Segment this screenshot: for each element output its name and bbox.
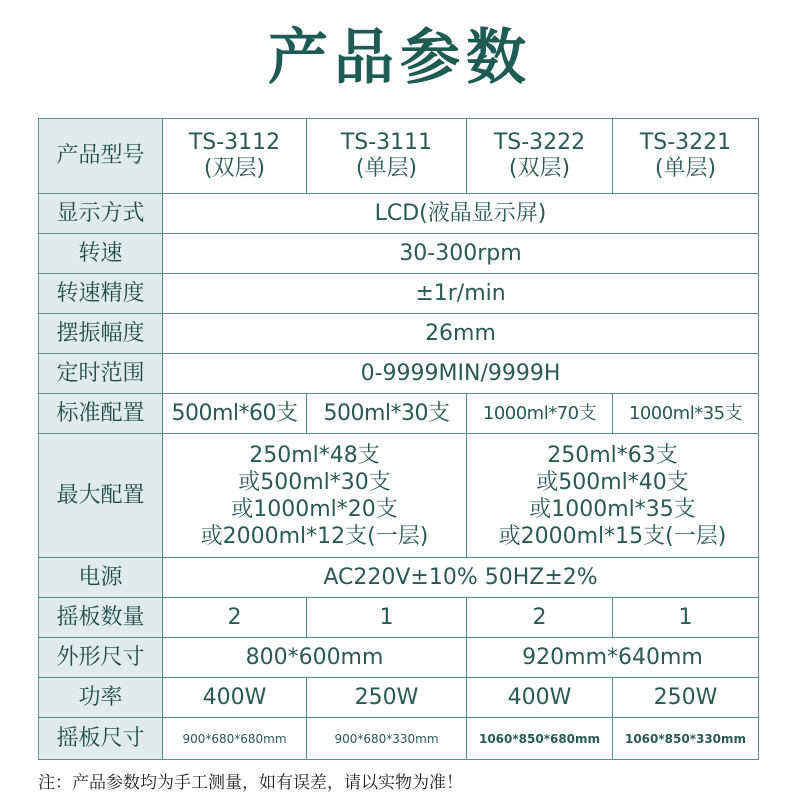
row-speed-precision (39, 274, 759, 314)
amplitude-value: 26mm (163, 314, 759, 354)
row-amplitude (39, 314, 759, 354)
label-max-config: 最大配置 (39, 434, 163, 558)
model-cell (613, 119, 759, 194)
model-name: TS-3111 (340, 130, 433, 155)
row-plate-count (39, 598, 759, 638)
label-plate-count: 摇板数量 (39, 598, 163, 638)
row-power (39, 678, 759, 718)
plate-count-cell: 2 (467, 598, 613, 638)
row-max-config (39, 434, 759, 558)
speed-value: 30-300rpm (163, 234, 759, 274)
label-dimensions: 外形尺寸 (39, 638, 163, 678)
max-config-left (163, 434, 467, 558)
plate-count-cell: 1 (307, 598, 467, 638)
model-layer: (双层) (508, 156, 571, 181)
max-config-line: 或2000ml*12支(一层) (200, 523, 429, 549)
max-config-line: 或1000ml*20支 (231, 496, 398, 522)
power-cell: 250W (307, 678, 467, 718)
model-name: TS-3222 (493, 130, 586, 155)
plate-count-cell: 2 (163, 598, 307, 638)
dimensions-right: 920mm*640mm (467, 638, 759, 678)
standard-config-cell: 1000ml*70支 (467, 394, 613, 434)
row-plate-size (39, 718, 759, 760)
standard-config-cell: 500ml*30支 (307, 394, 467, 434)
standard-config-cell: 1000ml*35支 (613, 394, 759, 434)
plate-size-cell: 1060*850*680mm (467, 718, 613, 760)
label-model: 产品型号 (39, 119, 163, 194)
label-standard-config: 标准配置 (39, 394, 163, 434)
model-name: TS-3221 (639, 130, 732, 155)
model-name: TS-3112 (188, 130, 281, 155)
label-power-supply: 电源 (39, 558, 163, 598)
plate-size-cell: 900*680*330mm (307, 718, 467, 760)
label-amplitude: 摆振幅度 (39, 314, 163, 354)
model-cell (163, 119, 307, 194)
model-layer: (单层) (355, 156, 418, 181)
max-config-line: 250ml*48支 (249, 442, 380, 468)
label-power: 功率 (39, 678, 163, 718)
speed-precision-value: ±1r/min (163, 274, 759, 314)
row-model (39, 119, 759, 194)
plate-size-cell: 1060*850*330mm (613, 718, 759, 760)
model-layer: (单层) (654, 156, 717, 181)
max-config-line: 或1000ml*35支 (529, 496, 696, 522)
row-speed (39, 234, 759, 274)
model-layer: (双层) (203, 156, 266, 181)
row-timer (39, 354, 759, 394)
max-config-line: 或2000ml*15支(一层) (498, 523, 727, 549)
timer-value: 0-9999MIN/9999H (163, 354, 759, 394)
row-power-supply (39, 558, 759, 598)
power-cell: 400W (163, 678, 307, 718)
label-plate-size: 摇板尺寸 (39, 718, 163, 760)
page-title: 产品参数 (268, 23, 532, 93)
label-speed: 转速 (39, 234, 163, 274)
spec-table (38, 118, 759, 760)
power-cell: 400W (467, 678, 613, 718)
label-timer: 定时范围 (39, 354, 163, 394)
model-cell (307, 119, 467, 194)
model-cell (467, 119, 613, 194)
max-config-line: 或500ml*30支 (238, 469, 391, 495)
label-speed-precision: 转速精度 (39, 274, 163, 314)
dimensions-left: 800*600mm (163, 638, 467, 678)
plate-size-cell: 900*680*680mm (163, 718, 307, 760)
plate-count-cell: 1 (613, 598, 759, 638)
max-config-right (467, 434, 759, 558)
label-display: 显示方式 (39, 194, 163, 234)
power-supply-value: AC220V±10% 50HZ±2% (163, 558, 759, 598)
row-display (39, 194, 759, 234)
row-standard-config (39, 394, 759, 434)
display-value: LCD(液晶显示屏) (163, 194, 759, 234)
row-dimensions (39, 638, 759, 678)
power-cell: 250W (613, 678, 759, 718)
footnote: 注：产品参数均为手工测量，如有误差，请以实物为准！ (38, 773, 463, 793)
standard-config-cell: 500ml*60支 (163, 394, 307, 434)
max-config-line: 或500ml*40支 (536, 469, 689, 495)
max-config-line: 250ml*63支 (547, 442, 678, 468)
